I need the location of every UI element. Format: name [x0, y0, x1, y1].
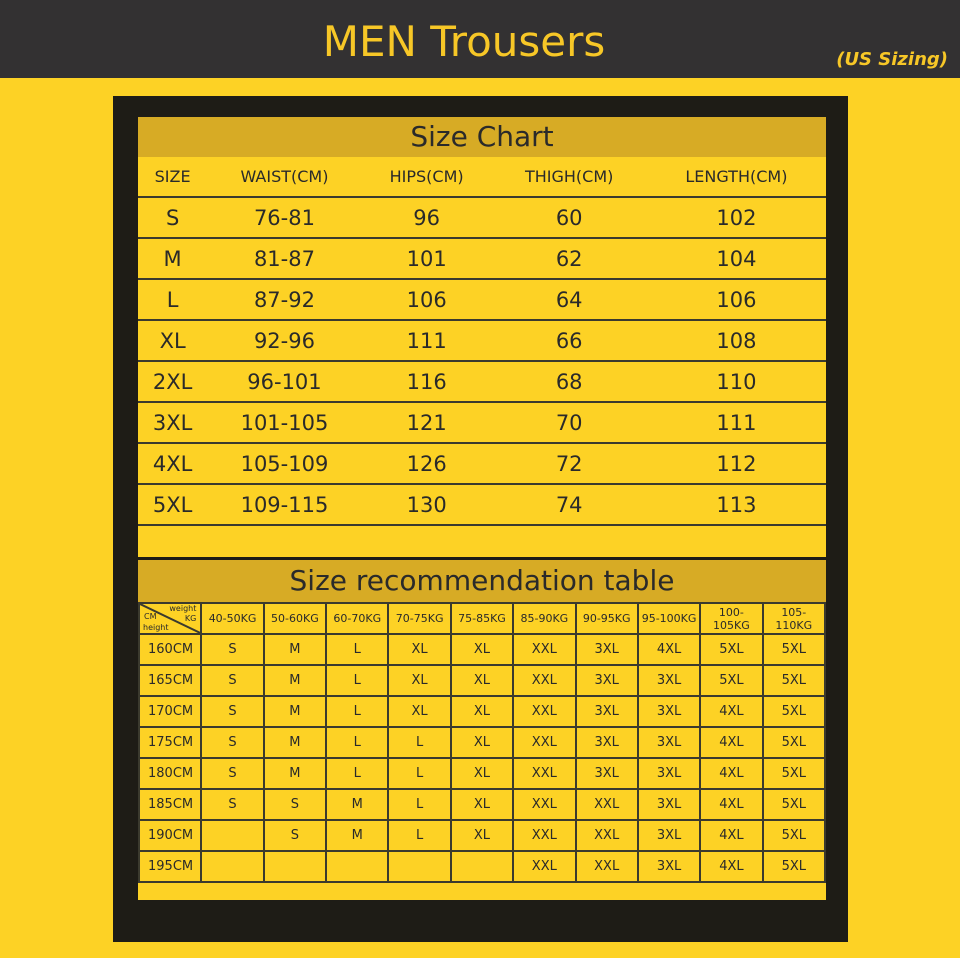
recommendation-cell: XL	[451, 696, 513, 727]
size-chart-blank-row	[138, 525, 826, 565]
size-chart-row	[138, 279, 826, 320]
size-chart-cell: 110	[647, 361, 826, 402]
recommendation-row	[139, 789, 825, 820]
size-chart-row	[138, 443, 826, 484]
recommendation-cell: 3XL	[576, 696, 638, 727]
recommendation-row	[139, 851, 825, 882]
size-chart-cell: 111	[362, 320, 492, 361]
recommendation-cell: 5XL	[700, 665, 762, 696]
recommendation-cell: XXL	[513, 727, 575, 758]
size-chart-cell: 62	[492, 238, 647, 279]
recommendation-cell: XL	[388, 665, 450, 696]
weight-column-header: 50-60KG	[264, 603, 326, 634]
recommendation-cell: XL	[451, 820, 513, 851]
recommendation-cell: M	[264, 696, 326, 727]
recommendation-cell: S	[201, 727, 263, 758]
size-chart-cell: 96-101	[207, 361, 361, 402]
size-chart-cell: 2XL	[138, 361, 207, 402]
recommendation-cell: 3XL	[576, 727, 638, 758]
recommendation-cell: M	[264, 727, 326, 758]
size-chart-header-row	[138, 157, 826, 197]
corner-height-label: height	[143, 623, 169, 632]
recommendation-cell: L	[326, 758, 388, 789]
corner-kg-label: KG	[184, 614, 197, 623]
recommendation-title: Size recommendation table	[138, 560, 826, 602]
recommendation-cell: 5XL	[763, 789, 825, 820]
recommendation-cell: XXL	[513, 634, 575, 665]
size-chart-column-header: SIZE	[138, 157, 207, 197]
weight-column-header: 95-100KG	[638, 603, 700, 634]
recommendation-cell: 5XL	[763, 727, 825, 758]
recommendation-cell: 3XL	[638, 696, 700, 727]
size-chart-cell: 130	[362, 484, 492, 525]
recommendation-cell: 3XL	[576, 634, 638, 665]
recommendation-cell: XXL	[513, 851, 575, 882]
recommendation-cell: M	[264, 634, 326, 665]
recommendation-panel	[138, 560, 826, 900]
recommendation-cell: S	[201, 634, 263, 665]
page-title: MEN Trousers	[322, 17, 606, 66]
recommendation-cell: XL	[388, 696, 450, 727]
size-chart-column-header: HIPS(CM)	[362, 157, 492, 197]
weight-column-header: 105-110KG	[763, 603, 825, 634]
size-chart-row	[138, 238, 826, 279]
recommendation-cell: 5XL	[700, 634, 762, 665]
recommendation-cell: L	[326, 634, 388, 665]
weight-column-header: 75-85KG	[451, 603, 513, 634]
recommendation-cell: XXL	[513, 789, 575, 820]
recommendation-cell: 5XL	[763, 851, 825, 882]
size-chart-row	[138, 197, 826, 238]
size-chart-cell: 116	[362, 361, 492, 402]
size-chart-row	[138, 361, 826, 402]
recommendation-cell: S	[264, 789, 326, 820]
recommendation-cell: M	[264, 665, 326, 696]
size-chart-cell: 106	[647, 279, 826, 320]
size-chart-column-header: WAIST(CM)	[207, 157, 361, 197]
recommendation-cell: S	[201, 758, 263, 789]
recommendation-cell: M	[326, 789, 388, 820]
recommendation-cell: 4XL	[700, 789, 762, 820]
recommendation-cell: 3XL	[576, 665, 638, 696]
recommendation-cell: XL	[388, 634, 450, 665]
height-row-label: 195CM	[139, 851, 201, 882]
corner-cell	[139, 603, 201, 634]
size-chart-cell: 4XL	[138, 443, 207, 484]
recommendation-cell: XL	[451, 634, 513, 665]
size-chart-cell: 3XL	[138, 402, 207, 443]
height-row-label: 165CM	[139, 665, 201, 696]
recommendation-cell: XL	[451, 758, 513, 789]
recommendation-cell: 4XL	[700, 696, 762, 727]
recommendation-cell: 3XL	[638, 665, 700, 696]
weight-column-header: 90-95KG	[576, 603, 638, 634]
recommendation-cell: XXL	[513, 820, 575, 851]
size-chart-cell: 101	[362, 238, 492, 279]
recommendation-cell	[451, 851, 513, 882]
size-chart-cell: 112	[647, 443, 826, 484]
size-chart-cell: 81-87	[207, 238, 361, 279]
size-chart-cell: 102	[647, 197, 826, 238]
recommendation-cell: 3XL	[638, 851, 700, 882]
size-chart-cell: 111	[647, 402, 826, 443]
size-chart-row	[138, 320, 826, 361]
recommendation-cell	[201, 851, 263, 882]
recommendation-cell: 5XL	[763, 634, 825, 665]
recommendation-cell: M	[264, 758, 326, 789]
recommendation-cell: XXL	[576, 851, 638, 882]
height-row-label: 190CM	[139, 820, 201, 851]
size-chart-cell: 66	[492, 320, 647, 361]
recommendation-cell: XXL	[513, 665, 575, 696]
recommendation-cell: 5XL	[763, 758, 825, 789]
weight-column-header: 70-75KG	[388, 603, 450, 634]
size-chart-panel	[138, 117, 826, 557]
corner-weight-label: weight	[169, 604, 197, 613]
recommendation-row	[139, 696, 825, 727]
height-row-label: 160CM	[139, 634, 201, 665]
weight-column-header: 100-105KG	[700, 603, 762, 634]
size-chart-cell: 76-81	[207, 197, 361, 238]
recommendation-cell: S	[201, 696, 263, 727]
recommendation-cell: 4XL	[700, 820, 762, 851]
recommendation-header-row	[139, 603, 825, 634]
recommendation-cell: S	[201, 789, 263, 820]
recommendation-cell: 5XL	[763, 820, 825, 851]
size-chart-cell: S	[138, 197, 207, 238]
recommendation-row	[139, 665, 825, 696]
recommendation-cell: XL	[451, 665, 513, 696]
size-chart-cell: L	[138, 279, 207, 320]
size-chart-cell: 108	[647, 320, 826, 361]
recommendation-cell: 3XL	[576, 758, 638, 789]
size-chart-row	[138, 402, 826, 443]
weight-column-header: 60-70KG	[326, 603, 388, 634]
size-chart-cell: XL	[138, 320, 207, 361]
size-chart-cell: 113	[647, 484, 826, 525]
size-chart-cell: 60	[492, 197, 647, 238]
recommendation-cell: XXL	[513, 758, 575, 789]
size-chart-cell: 5XL	[138, 484, 207, 525]
recommendation-row	[139, 758, 825, 789]
page-subtitle: (US Sizing)	[836, 49, 948, 70]
recommendation-table	[138, 602, 826, 883]
recommendation-cell: M	[326, 820, 388, 851]
recommendation-cell: XL	[451, 789, 513, 820]
size-chart-column-header: LENGTH(CM)	[647, 157, 826, 197]
recommendation-cell	[264, 851, 326, 882]
recommendation-cell: L	[326, 727, 388, 758]
size-chart-table	[138, 157, 826, 565]
height-row-label: 175CM	[139, 727, 201, 758]
recommendation-cell: XXL	[513, 696, 575, 727]
size-chart-cell: 126	[362, 443, 492, 484]
size-chart-cell: 104	[647, 238, 826, 279]
weight-column-header: 40-50KG	[201, 603, 263, 634]
recommendation-cell: L	[326, 665, 388, 696]
size-chart-cell: 64	[492, 279, 647, 320]
recommendation-cell: L	[326, 696, 388, 727]
size-chart-blank-cell	[138, 525, 826, 565]
height-row-label: 185CM	[139, 789, 201, 820]
recommendation-cell: S	[201, 665, 263, 696]
recommendation-cell: 5XL	[763, 696, 825, 727]
recommendation-cell: XXL	[576, 820, 638, 851]
size-chart-cell: 109-115	[207, 484, 361, 525]
recommendation-cell: 3XL	[638, 789, 700, 820]
size-chart-cell: 87-92	[207, 279, 361, 320]
size-chart-cell: 70	[492, 402, 647, 443]
recommendation-row	[139, 820, 825, 851]
size-chart-cell: 101-105	[207, 402, 361, 443]
size-chart-cell: 106	[362, 279, 492, 320]
size-chart-cell: 68	[492, 361, 647, 402]
size-chart-cell: 72	[492, 443, 647, 484]
size-chart-cell: M	[138, 238, 207, 279]
recommendation-cell: L	[388, 789, 450, 820]
height-row-label: 170CM	[139, 696, 201, 727]
recommendation-cell	[326, 851, 388, 882]
size-chart-cell: 74	[492, 484, 647, 525]
recommendation-row	[139, 634, 825, 665]
recommendation-cell: 4XL	[700, 758, 762, 789]
size-chart-cell: 92-96	[207, 320, 361, 361]
recommendation-cell: 3XL	[638, 820, 700, 851]
size-chart-column-header: THIGH(CM)	[492, 157, 647, 197]
recommendation-cell: 5XL	[763, 665, 825, 696]
recommendation-cell: L	[388, 758, 450, 789]
recommendation-cell: XL	[451, 727, 513, 758]
recommendation-row	[139, 727, 825, 758]
size-chart-cell: 96	[362, 197, 492, 238]
corner-cm-label: CM	[144, 612, 157, 621]
weight-column-header: 85-90KG	[513, 603, 575, 634]
recommendation-cell: 3XL	[638, 758, 700, 789]
size-chart-cell: 105-109	[207, 443, 361, 484]
recommendation-cell	[388, 851, 450, 882]
height-row-label: 180CM	[139, 758, 201, 789]
recommendation-cell: L	[388, 727, 450, 758]
recommendation-cell: 4XL	[700, 727, 762, 758]
recommendation-cell: 3XL	[638, 727, 700, 758]
size-chart-title: Size Chart	[138, 117, 826, 157]
recommendation-cell: 4XL	[638, 634, 700, 665]
recommendation-cell: L	[388, 820, 450, 851]
recommendation-cell: 4XL	[700, 851, 762, 882]
recommendation-cell: XXL	[576, 789, 638, 820]
recommendation-cell	[201, 820, 263, 851]
recommendation-cell: S	[264, 820, 326, 851]
size-chart-row	[138, 484, 826, 525]
size-chart-cell: 121	[362, 402, 492, 443]
